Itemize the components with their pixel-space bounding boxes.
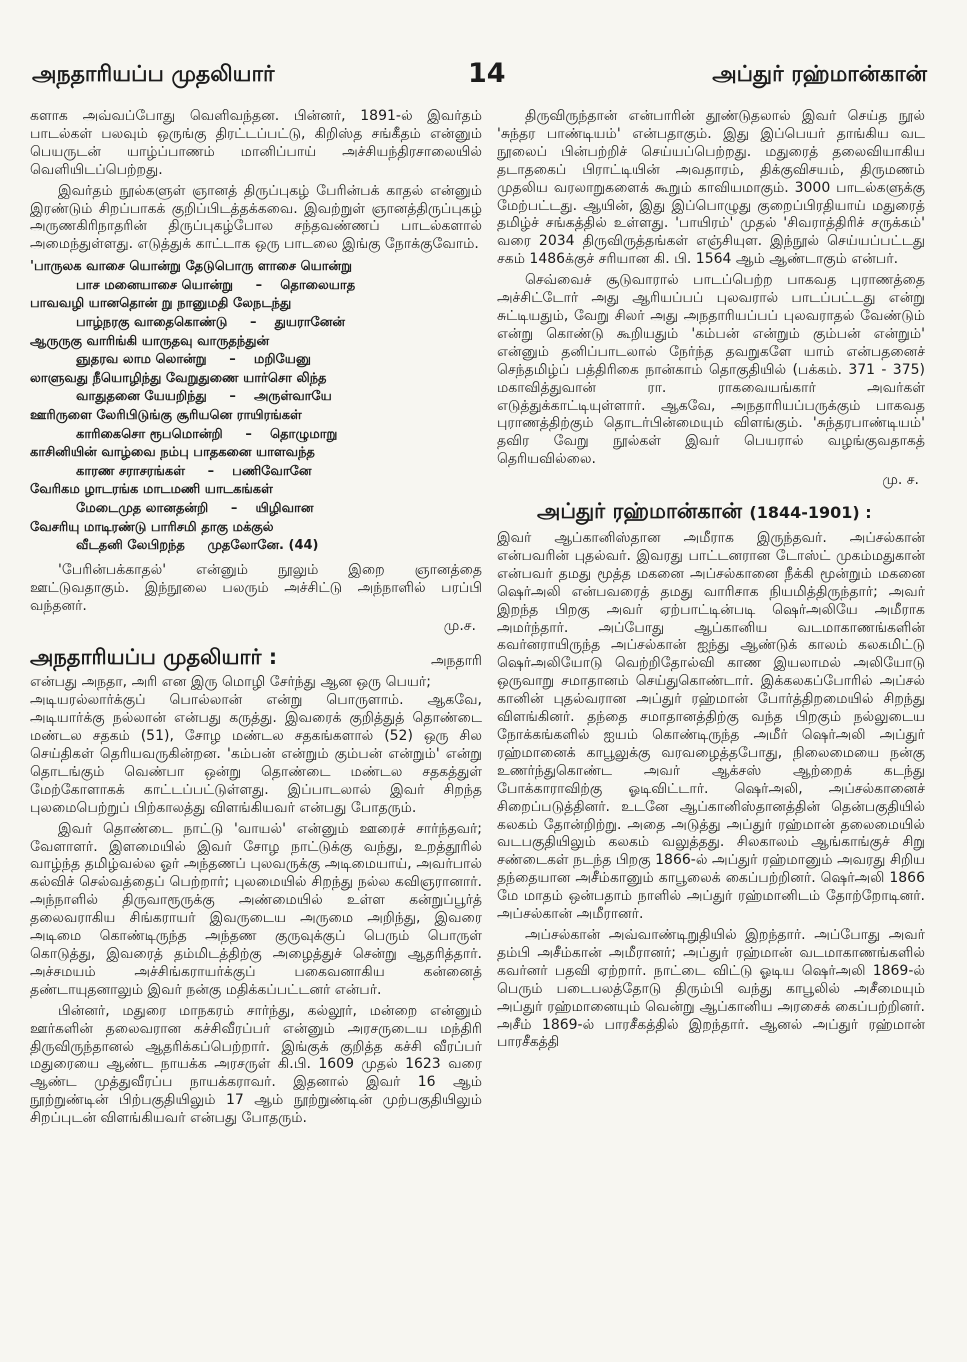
- verse-line: 'பாருலக வாசை யொன்று தேடுபொரு ளாசை யொன்று: [30, 259, 352, 275]
- paragraph: இவர் ஆப்கானிஸ்தான அமீராக இருந்தவர். அப்சல்கான் என்பவரின் புதல்வர். இவரது பாட்டனரான டோஸ்ட் முகம்மதுகான் என்பவர் தமது மூத்த மகனை அப்சல்கானை நீக்கி மூன்றும் மகனை ஷெர்அலி என்பவரைத் தமது வாரிசாக நியமித்திருந்தார்; அவர் இறந்த பிறகு அவர் ஏற்பாட்டின்படி ஷெர்அலியே அமீராக அமர்ந்தார். அப்போது ஆப்கானிய வடமாகாணங்களின் கவர்னராயிருந்த அப்சல்கான் ஐந்து ஆண்டுக் காலம் கலகமிட்டு ஷெர்அலியோடு வெற்றிதோல்வி காண இயலாமல் அலியோடு ஒருவாறு சமாதானம் செய்துகொண்டார். இக்கலகப்போரில் அப்சல் கானின் புதல்வரான அப்துர் ரஹ்மான் போர்த்திறமையில் சிறந்து விளங்கினர். தந்தை சமாதானத்திற்கு வந்த பிறகும் நல்லுடைய நோக்கங்களில் ஐயம் கொண்டிருந்த அமீர் ஷெர்அலி அப்துர் ரஹ்மானைக் காபூலுக்கு வரவழைத்தபோது, நிலைமையை நன்கு உணர்ந்துகொண்ட அவர் ஆக்சஸ் ஆற்றைக் கடந்து போக்காராவிற்கு ஓடிவிட்டார். ஷெர்அலி, அப்சல்கானைச் சிறைப்படுத்தினர். உடனே ஆப்கானிஸ்தானத்தின் தென்பகுதியில் கலகம் தோன்றிற்று. அதை அடுத்து அப்துர் ரஹ்மான் தலைமையில் வடபகுதியிலும் கலகம் வலுத்தது. சிலகாலம் ஆங்காங்குச் சிறு சண்டைகள் நடந்த பிறகு 1866-ல் அப்துர் ரஹ்மானும் அவரது சிறிய தந்தையான அசீம்கானும் காபூலைக் கைப்பற்றினர். ஷெர்அலி 1866 மே மாதம் ஒன்பதாம் நாளில் அப்துர் ரஹ்மானிடம் தோற்றோடினர். அப்சல்கான் அமீரானர்.: [497, 530, 925, 923]
- paragraph: திருவிருந்தான் என்பாரின் தூண்டுதலால் இவர் செய்த நூல் 'சுந்தர பாண்டியம்' என்பதாகும். இது இப்பெயர் தாங்கிய வட நூலைப் பின்பற்றிச் செய்யப்பெற்றது. மதுரைத் தலைவியாகிய தடாதகைப் பிராட்டியின் அவதாரம், திக்குவிசயம், திருமணம் முதலிய வரலாறுகளைக் கூறும் காவியமாகும். 3000 பாடல்களுக்கு மேற்பட்டது. ஆயின், இது இப்பொழுது குறைப்பிரதியாய் மதுரைத் தமிழ்ச் சங்கத்தில் உள்ளது. 'பாயிரம்' முதல் 'சிவராத்திரிச் சருக்கம்' வரை 2034 திருவிருத்தங்கள் எஞ்சியுள. இந்நூல் செய்யப்பட்டது சகம் 1486க்குச் சரியான கி. பி. 1564 ஆம் ஆண்டாகும் என்பர்.: [497, 108, 925, 268]
- verse-line: வேரிகம ழாடரங்க மாடமணி யாடகங்கள்: [30, 482, 273, 498]
- paragraph: 'பேரின்பக்காதல்' என்னும் நூலும் இறை ஞானத்தை ஊட்டுவதாகும். இந்நூலை பலரும் அச்சிட்டு அந்நாளில் பரப்பி வந்தனர்.: [30, 561, 482, 614]
- verse-line: லாளுவது நீயொழிந்து வேறுதுணை யார்சொ லிந்த: [30, 370, 327, 386]
- verse-line: வீடதனி லேபிறந்த முதலோனே. (44): [76, 538, 319, 554]
- page-number: 14: [468, 58, 506, 89]
- verse-line: ஆருருகு வாரிங்கி யாருதவு வாருதந்துன்: [30, 333, 270, 349]
- verse-line: காரண சராசரங்கள் – பணிவோனே: [76, 463, 312, 479]
- running-head-left: அநதாரியப்ப முதலியார்: [32, 62, 275, 87]
- paragraph: இவர்தம் நூல்களுள் ஞானத் திருப்புகழ் பேரின்பக் காதல் என்னும் இரண்டும் சிறப்பாகக் குறிப்பிடத்தக்கவை. இவற்றுள் ஞானத்திருப்புகழ் அருணகிரிநாதரின் திருப்புகழ்போல சந்தவண்ணப் பாடல்களால் அமைந்துள்ளது. எடுத்துக் காட்டாக ஒரு பாடலை இங்கு நோக்குவோம்.: [30, 182, 482, 253]
- page-header: [0, 0, 967, 100]
- right-column: [497, 108, 925, 1330]
- verse-line: பாவவழி யானதொன் று நானுமதி லேநடந்து: [30, 296, 292, 312]
- running-head-right: அப்துர் ரஹ்மான்கான்: [712, 62, 927, 87]
- entry-lead-word: அநதாரி: [430, 653, 482, 670]
- entry-heading: [497, 496, 925, 528]
- left-column: [30, 108, 482, 1330]
- author-initials: மு.ச.: [443, 618, 476, 635]
- verse-line: பாச மனையாசை யொன்று – தொலையாத: [76, 277, 356, 293]
- verse-line: ஞுதரவ லாம லொன்று – மறியேனு: [76, 352, 311, 368]
- paragraph: அப்சல்கான் அவ்வாண்டிறுதியில் இறந்தார். அப்போது அவர் தம்பி அசீம்கான் அமீரானர்; அப்துர் ரஹ்மான் வடமாகாணங்களில் கவர்னர் பதவி ஏற்றார். நாட்டை விட்டு ஓடிய ஷெர்அலி 1869-ல் பெரும் படைபலத்தோடு திரும்பி வந்து காபூலில் அசீமையும் அப்துர் ரஹ்மானையும் வென்று ஆப்கானிய அரசைக் கைப்பற்றினர். அசீம் 1869-ல் பாரசீகத்தில் இறந்தார். ஆனல் அப்துர் ரஹ்மான் பாரசீகத்தி: [497, 926, 925, 1051]
- paragraph: களாக அவ்வப்போது வெளிவந்தன. பின்னர், 1891-ல் இவர்தம் பாடல்கள் பலவும் ஒருங்கு திரட்டப்பட்டு, கிறிஸ்த சங்கீதம் என்னும் பெயருடன் யாழ்ப்பாணம் மானிப்பாய் அச்சியந்திரசாலையில் வெளியிடப்பெற்றது.: [30, 108, 482, 178]
- verse-line: வேசரியு மாடிரண்டு பாரிசமி தாகு மக்குல்: [30, 519, 274, 535]
- verse-line: காரிகைசொ ரூபமொன்றி – தொழுமாறு: [76, 426, 338, 442]
- entry-title: அப்துர் ரஹ்மான்கான்: [537, 499, 743, 524]
- paragraph: பின்னர், மதுரை மாநகரம் சார்ந்து, கல்லூர், மன்றை என்னும் ஊர்களின் தலைவரான கச்சிவீரப்பர் என்னும் அரசருடைய மந்திரி திருவிருந்தானல் ஆதரிக்கப்பெற்றார். இங்குக் குறித்த கச்சி வீரப்பர் மதுரையை ஆண்ட நாயக்க அரசருள் கி.பி. 1609 முதல் 1623 வரை ஆண்ட முத்துவீரப்ப நாயக்கராவர். இதனால் இவர் 16 ஆம் நூற்றுண்டின் பிற்பகுதியிலும் 17 ஆம் நூற்றுண்டின் முற்பகுதியிலும் சிறப்புடன் விளங்கியவர் என்பது போதரும்.: [30, 1002, 482, 1127]
- entry-title: அநதாரியப்ப முதலியார் :: [30, 645, 278, 670]
- entry-heading: [30, 642, 482, 672]
- verse-line: வாதுதனை யேயறிந்து – அருள்வாயே: [76, 389, 332, 405]
- paragraph: செவ்வைச் சூடுவாரால் பாடப்பெற்ற பாகவத புராணத்தை அச்சிட்டோர் அது ஆரியப்பப் புலவரால் பாடப்பட்டது என்று சுட்டியதும், வேறு சிலர் அது அநதாரியப்பப் புலவராதல் வேண்டும் என்று கொண்டு கூறியதும் 'கம்பன் என்றும் கும்பன் என்றும்' என்னும் தனிப்பாடலால் நேர்ந்த தவறுகளே யாம் என்பதனைச் செந்தமிழ்ப் பத்திரிகை நான்காம் தொகுதியில் (பக்கம். 371 - 375) மகாவித்துவான் ரா. ராகவையங்கார் அவர்கள் எடுத்துக்காட்டியுள்ளார். ஆகவே, அநதாரியப்பருக்கும் பாகவத புராணத்திற்கும் தொடர்பின்மையும் விளங்கும். 'சுந்தரபாண்டியம்' தவிர வேறு நூல்கள் இவர் பெயரால் வழங்குவதாகத் தெரியவில்லை.: [497, 272, 925, 468]
- verse-block: [30, 258, 482, 556]
- verse-line: பாழ்நரகு வாதைகொண்டு – துயரானேன்: [76, 315, 345, 331]
- paragraph: இவர் தொண்டை நாட்டு 'வாயல்' என்னும் ஊரைச் சார்ந்தவர்; வேளாளர். இளமையில் இவர் சோழ நாட்டுக்கு வந்து, உறத்தூரில் வாழ்ந்த தமிழ்வல்ல ஓர் அந்தணப் புலவருக்கு அடிமையாய், அவர்பால் கல்விச் செல்வத்தைப் பெற்றார்; புலமையில் சிறந்து நல்ல கவிஞரானார். அந்நாளில் திருவாரூருக்கு அண்மையில் உள்ள கன்றுப்பூர்த் தலைவராகிய சிங்கராயர் இவருடைய அருமை அறிந்து, இவரை அடிமை கொண்டிருந்த அந்தண குருவுக்குப் பெரும் பொருள் கொடுத்து, இவரைத் தம்மிடத்திற்கு அழைத்துச் சென்று ஆதரித்தார். அச்சமயம் அச்சிங்கராயர்க்குப் பகைவனாகிய கன்னைத் தண்டாயுதனாலும் இவர் நன்கு மதிக்கப்பட்டனர் என்பர்.: [30, 820, 482, 998]
- verse-line: காசினியின் வாழ்வை நம்பு பாதகனை யாளவந்த: [30, 445, 315, 461]
- paragraph: என்பது அநதா, அரி என இரு மொழி சேர்ந்து ஆன ஒரு பெயர்; அடியரல்லார்க்குப் பொல்லான் என்று பொருளாம். ஆகவே, அடியார்க்கு நல்லான் என்பது கருத்து. இவரைக் குறித்துத் தொண்டை மண்டல சதகம் (51), சோழ மண்டல சதகங்களால் (52) ஒரு சில செய்திகள் தெரியவருகின்றன. 'கம்பன் என்றும் கும்பன் என்றும்' என்று தொடங்கும் வெண்பா ஒன்று தொண்டை மண்டல சதகத்துள் மேற்கோளாகக் காட்டப்பட்டுள்ளது. இப்பாடலால் இவர் சிறந்த புலமைபெற்றுப் பிற்காலத்து விளங்கியவர் என்பது போதரும்.: [30, 674, 482, 816]
- entry-years: (1844-1901) :: [749, 503, 872, 523]
- verse-line: ஊரிருளை லேரிபிடுங்கு சூரியனெ ராயிரங்கள்: [30, 408, 302, 423]
- author-initials: மு. ச.: [882, 472, 919, 489]
- verse-line: மேடைமுத லானதன்றி – யிழிவான: [76, 500, 314, 516]
